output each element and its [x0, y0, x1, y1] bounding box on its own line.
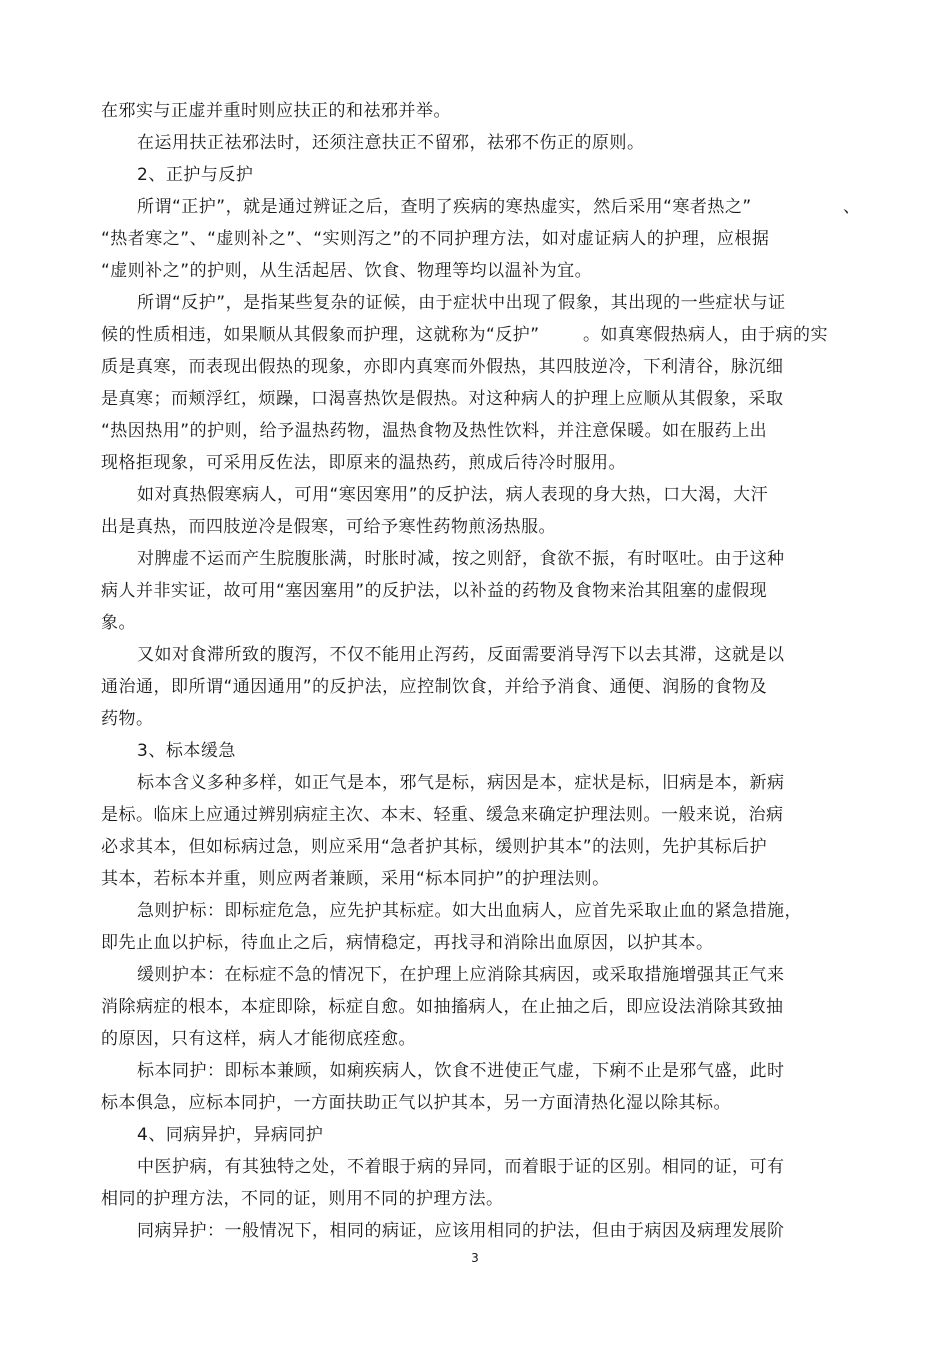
text-line: 是真寒；而颊浮红，烦躁，口渴喜热饮是假热。对这种病人的护理上应顺从其假象，采取	[101, 389, 784, 409]
text-line: 标本俱急，应标本同护，一方面扶助正气以护其本，另一方面清热化湿以除其标。	[101, 1093, 731, 1113]
text-line: 药物。	[101, 709, 154, 729]
text-line: 通治通，即所谓“通因通用”的反护法，应控制饮食，并给予消食、通便、润肠的食物及	[101, 677, 768, 697]
text-line: 所谓“正护”，就是通过辨证之后，查明了疾病的寒热虚实，然后采用“寒者热之”	[137, 197, 752, 217]
text-line: 的原因，只有这样，病人才能彻底痊愈。	[101, 1029, 416, 1049]
text-line: “热因热用”的护则，给予温热药物，温热食物及热性饮料，并注意保暖。如在服药上出	[101, 421, 768, 441]
text-line: 在运用扶正祛邪法时，还须注意扶正不留邪，祛邪不伤正的原则。	[137, 133, 645, 153]
text-line: 所谓“反护”，是指某些复杂的证候，由于症状中出现了假象，其出现的一些症状与证	[137, 293, 786, 313]
section-heading: 4、同病异护，异病同护	[137, 1125, 324, 1145]
text-line: 候的性质相违，如果顺从其假象而护理，这就称为“反护”	[101, 325, 540, 345]
text-line: 其本，若标本并重，则应两者兼顾，采用“标本同护”的护理法则。	[101, 869, 610, 889]
text-line: 即先止血以护标，待血止之后，病情稳定，再找寻和消除出血原因，以护其本。	[101, 933, 714, 953]
page-number: 3	[471, 1251, 479, 1265]
text-line: 。如真寒假热病人，由于病的实	[583, 325, 828, 345]
text-line: 标本含义多种多样，如正气是本，邪气是标，病因是本，症状是标，旧病是本，新病	[137, 773, 785, 793]
text-line: 消除病症的根本，本症即除，标症自愈。如抽搐病人，在止抽之后，即应设法消除其致抽	[101, 997, 784, 1017]
text-line: 缓则护本：在标症不急的情况下，在护理上应消除其病因，或采取措施增强其正气来	[137, 965, 785, 985]
section-heading: 2、正护与反护	[137, 165, 254, 185]
text-line: 标本同护：即标本兼顾，如痢疾病人，饮食不进使正气虚，下痢不止是邪气盛，此时	[137, 1061, 785, 1081]
text-line: 又如对食滞所致的腹泻，不仅不能用止泻药，反面需要消导泻下以去其滞，这就是以	[137, 645, 785, 665]
section-heading: 3、标本缓急	[137, 741, 236, 761]
text-line: “虚则补之”的护则，从生活起居、饮食、物理等均以温补为宜。	[101, 261, 593, 281]
text-line: “热者寒之”、“虚则补之”、“实则泻之”的不同护理方法，如对虚证病人的护理，应根据	[101, 229, 770, 249]
text-line: 现格拒现象，可采用反佐法，即原来的温热药，煎成后待冷时服用。	[101, 453, 626, 473]
text-line: 如对真热假寒病人，可用“寒因寒用”的反护法，病人表现的身大热，口大渴，大汗	[137, 485, 769, 505]
text-line: 相同的护理方法，不同的证，则用不同的护理方法。	[101, 1189, 504, 1209]
text-line: 同病异护：一般情况下，相同的病证，应该用相同的护法，但由于病因及病理发展阶	[137, 1221, 785, 1241]
text-line: 急则护标：即标症危急，应先护其标症。如大出血病人，应首先采取止血的紧急措施，	[137, 901, 802, 921]
text-line: 中医护病，有其独特之处，不着眼于病的异同，而着眼于证的区别。相同的证，可有	[137, 1157, 785, 1177]
text-line: 象。	[101, 613, 136, 633]
text-line: 出是真热，而四肢逆冷是假寒，可给予寒性药物煎汤热服。	[101, 517, 556, 537]
text-line: 是标。临床上应通过辨别病症主次、本末、轻重、缓急来确定护理法则。一般来说，治病	[101, 805, 784, 825]
text-line: 在邪实与正虚并重时则应扶正的和祛邪并举。	[101, 101, 451, 121]
text-line: 病人并非实证，故可用“塞因塞用”的反护法，以补益的药物及食物来治其阻塞的虚假现	[101, 581, 768, 601]
text-line: 、	[843, 197, 861, 217]
text-line: 必求其本，但如标病过急，则应采用“急者护其标，缓则护其本”的法则，先护其标后护	[101, 837, 768, 857]
text-line: 对脾虚不运而产生脘腹胀满，时胀时减，按之则舒，食欲不振，有时呕吐。由于这种	[137, 549, 785, 569]
text-line: 质是真寒，而表现出假热的现象，亦即内真寒而外假热，其四肢逆冷，下利清谷，脉沉细	[101, 357, 784, 377]
